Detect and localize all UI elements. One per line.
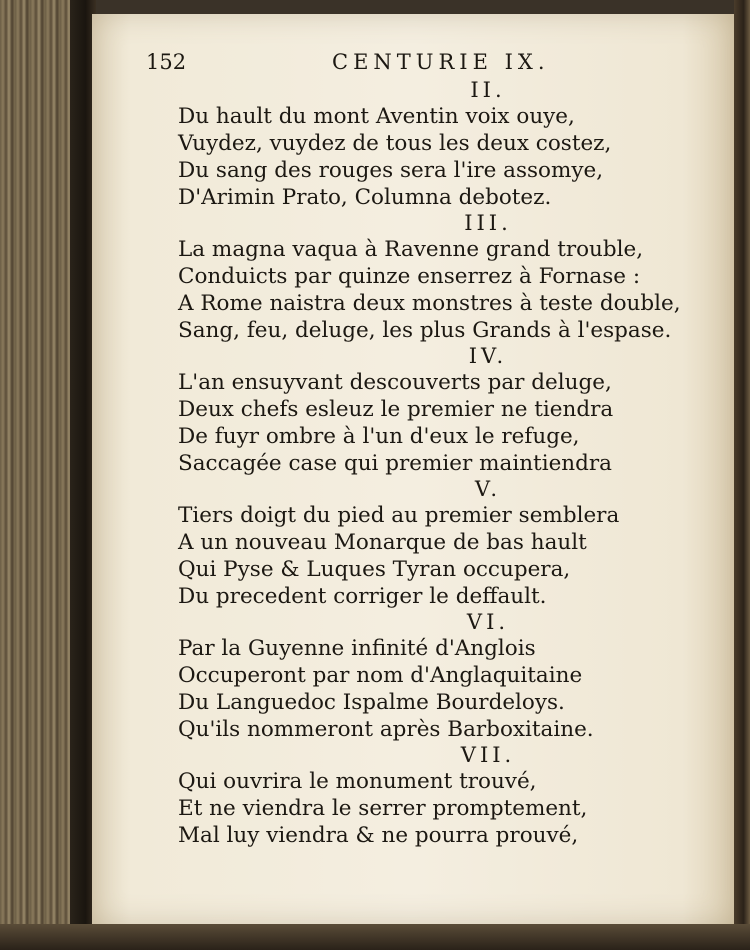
verse-line: Du sang des rouges sera l'ire assomye, [178, 158, 604, 183]
book-bottom-shadow [0, 924, 750, 950]
quatrain [178, 477, 708, 610]
quatrain-number: IV. [468, 344, 508, 368]
verse-line: Qu'ils nommeront après Barboxitaine. [178, 717, 594, 742]
verse-line: Du Languedoc Ispalme Bourdeloys. [178, 690, 565, 715]
verse-line: D'Arimin Prato, Columna debotez. [178, 185, 552, 210]
verse-line: Saccagée case qui premier maintiendra [178, 451, 612, 476]
verse-line: Du precedent corriger le deffault. [178, 584, 547, 609]
verse-line: A un nouveau Monarque de bas hault [178, 530, 587, 555]
book-binding [734, 0, 750, 950]
quatrain-number: II. [470, 78, 506, 102]
verse-line: Tiers doigt du pied au premier semblera [178, 503, 620, 528]
quatrain-number: V. [474, 477, 502, 501]
page-number: 152 [146, 50, 187, 74]
page-body [178, 78, 708, 849]
verse-line: Occuperont par nom d'Anglaquitaine [178, 663, 583, 688]
verse-line: L'an ensuyvant descouverts par deluge, [178, 370, 612, 395]
quatrain-number: III. [464, 211, 512, 235]
quatrain [178, 344, 708, 477]
verse-line: Qui ouvrira le monument trouvé, [178, 769, 537, 794]
book-page [92, 14, 734, 924]
verse-line: Et ne viendra le serrer promptement, [178, 796, 588, 821]
quatrain-number: VII. [460, 743, 516, 767]
verse-line: A Rome naistra deux monstres à teste double, [178, 291, 681, 316]
quatrain [178, 211, 708, 344]
running-head: CENTURIE IX. [332, 50, 550, 74]
quatrain-number: VI. [466, 610, 510, 634]
verse-line: Sang, feu, deluge, les plus Grands à l'espase. [178, 318, 672, 343]
verse-line: Mal luy viendra & ne pourra prouvé, [178, 823, 579, 848]
verse-line: La magna vaqua à Ravenne grand trouble, [178, 237, 644, 262]
page-header [92, 50, 734, 78]
verse-line: Conduicts par quinze enserrez à Fornase : [178, 264, 641, 289]
verse-line: Vuydez, vuydez de tous les deux costez, [178, 131, 612, 156]
verse-line: Deux chefs esleuz le premier ne tiendra [178, 397, 614, 422]
quatrain [178, 743, 708, 849]
quatrain [178, 610, 708, 743]
book-fore-edge [0, 0, 96, 950]
verse-line: De fuyr ombre à l'un d'eux le refuge, [178, 424, 580, 449]
verse-line: Qui Pyse & Luques Tyran occupera, [178, 557, 571, 582]
verse-line: Par la Guyenne infinité d'Anglois [178, 636, 536, 661]
verse-line: Du hault du mont Aventin voix ouye, [178, 104, 575, 129]
quatrain [178, 78, 708, 211]
